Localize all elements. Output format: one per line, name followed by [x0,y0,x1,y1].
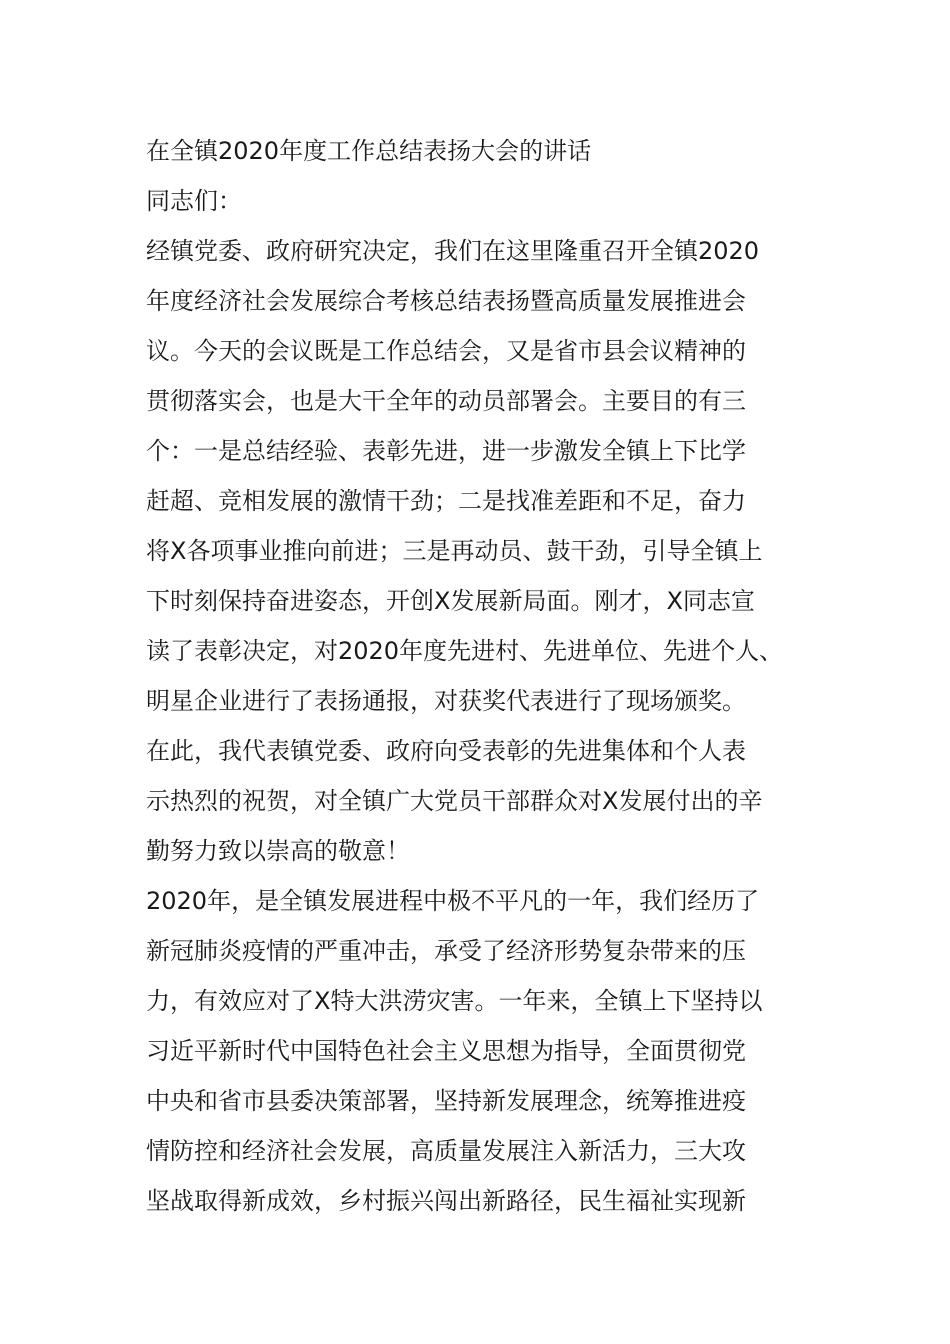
body-line: 示热烈的祝贺，对全镇广大党员干部群众对X发展付出的辛 [146,787,763,815]
body-line: 中央和省市县委决策部署，坚持新发展理念，统筹推进疫 [146,1087,746,1115]
salutation: 同志们： [146,187,242,215]
document-title: 在全镇2020年度工作总结表扬大会的讲话 [146,137,592,165]
body-line: 将X各项事业推向前进；三是再动员、鼓干劲，引导全镇上 [146,537,763,565]
body-line: 新冠肺炎疫情的严重冲击，承受了经济形势复杂带来的压 [146,937,746,965]
body-line: 赶超、竞相发展的激情干劲；二是找准差距和不足，奋力 [146,487,746,515]
body-line: 明星企业进行了表扬通报，对获奖代表进行了现场颁奖。 [146,687,746,715]
body-line: 个：一是总结经验、表彰先进，进一步激发全镇上下比学 [146,437,746,465]
body-line: 下时刻保持奋进姿态，开创X发展新局面。刚才，X同志宣 [146,587,755,615]
body-line: 年度经济社会发展综合考核总结表扬暨高质量发展推进会 [146,287,746,315]
body-line: 经镇党委、政府研究决定，我们在这里隆重召开全镇2020 [146,237,760,265]
body-line: 在此，我代表镇党委、政府向受表彰的先进集体和个人表 [146,737,746,765]
body-line: 情防控和经济社会发展，高质量发展注入新活力，三大攻 [146,1137,746,1165]
body-line: 议。今天的会议既是工作总结会，又是省市县会议精神的 [146,337,746,365]
body-line: 习近平新时代中国特色社会主义思想为指导，全面贯彻党 [146,1037,746,1065]
body-line: 2020年，是全镇发展进程中极不平凡的一年，我们经历了 [146,887,760,915]
body-line: 坚战取得新成效，乡村振兴闯出新路径，民生福祉实现新 [146,1187,746,1215]
body-line: 读了表彰决定，对2020年度先进村、先进单位、先进个人、 [146,637,784,665]
body-line: 力，有效应对了X特大洪涝灾害。一年来，全镇上下坚持以 [146,987,763,1015]
body-line: 贯彻落实会，也是大干全年的动员部署会。主要目的有三 [146,387,746,415]
document-body [146,126,826,1226]
body-line: 勤努力致以崇高的敬意！ [146,837,410,865]
